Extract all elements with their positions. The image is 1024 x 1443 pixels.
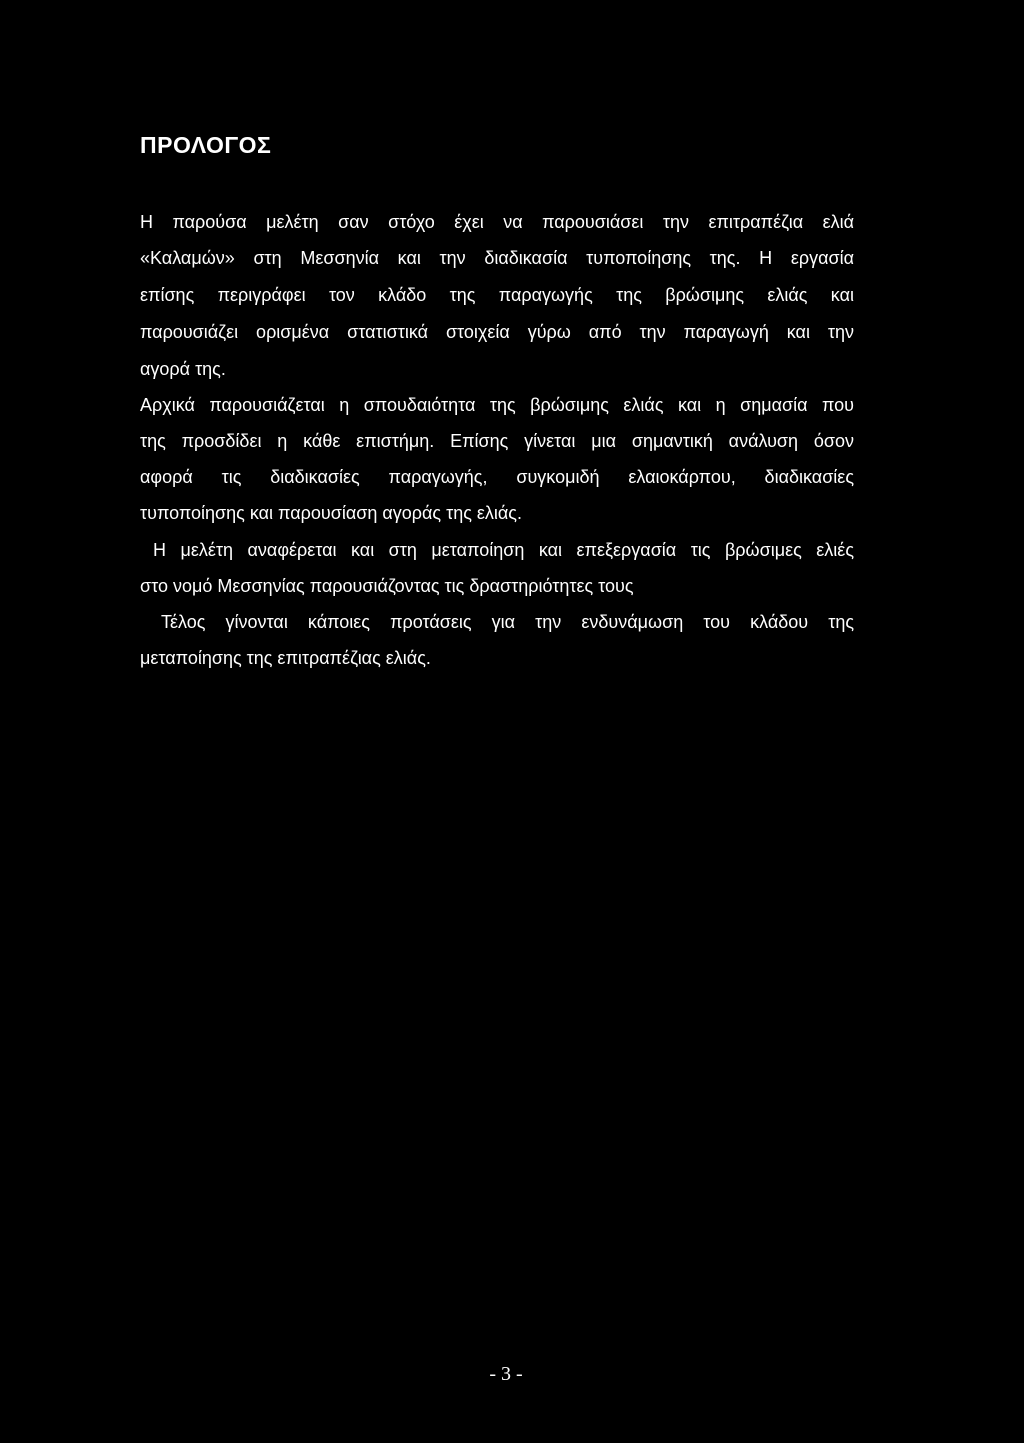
text-line: μεταποίησης της επιτραπέζιας ελιάς. bbox=[140, 648, 431, 668]
text-line: Η παρούσα μελέτη σαν στόχο έχει να παρουσιάσει την επιτραπέζια ελιά bbox=[140, 212, 854, 232]
text-line: αγορά της. bbox=[140, 359, 226, 379]
text-line: στο νομό Μεσσηνίας παρουσιάζοντας τις δραστηριότητες τους bbox=[140, 576, 634, 596]
text-line: Η μελέτη αναφέρεται και στη μεταποίηση και επεξεργασία τις βρώσιμες ελιές bbox=[153, 540, 854, 560]
text-line: Τέλος γίνονται κάποιες προτάσεις για την ενδυνάμωση του κλάδου της bbox=[161, 612, 854, 632]
text-line: «Καλαμών» στη Μεσσηνία και την διαδικασία τυποποίησης της. Η εργασία bbox=[140, 248, 854, 268]
text-line: επίσης περιγράφει τον κλάδο της παραγωγής της βρώσιμης ελιάς και bbox=[140, 285, 854, 305]
text-line: τυποποίησης και παρουσίαση αγοράς της ελιάς. bbox=[140, 503, 522, 523]
page-heading: ΠΡΟΛΟΓΟΣ bbox=[140, 132, 272, 158]
text-line: της προσδίδει η κάθε επιστήμη. Επίσης γίνεται μια σημαντική ανάλυση όσον bbox=[140, 431, 854, 451]
text-line: παρουσιάζει ορισμένα στατιστικά στοιχεία γύρω από την παραγωγή και την bbox=[140, 322, 854, 342]
text-line: Αρχικά παρουσιάζεται η σπουδαιότητα της βρώσιμης ελιάς και η σημασία που bbox=[140, 395, 854, 415]
text-line: αφορά τις διαδικασίες παραγωγής, συγκομιδή ελαιοκάρπου, διαδικασίες bbox=[140, 467, 854, 487]
page-number: - 3 - bbox=[489, 1363, 523, 1385]
